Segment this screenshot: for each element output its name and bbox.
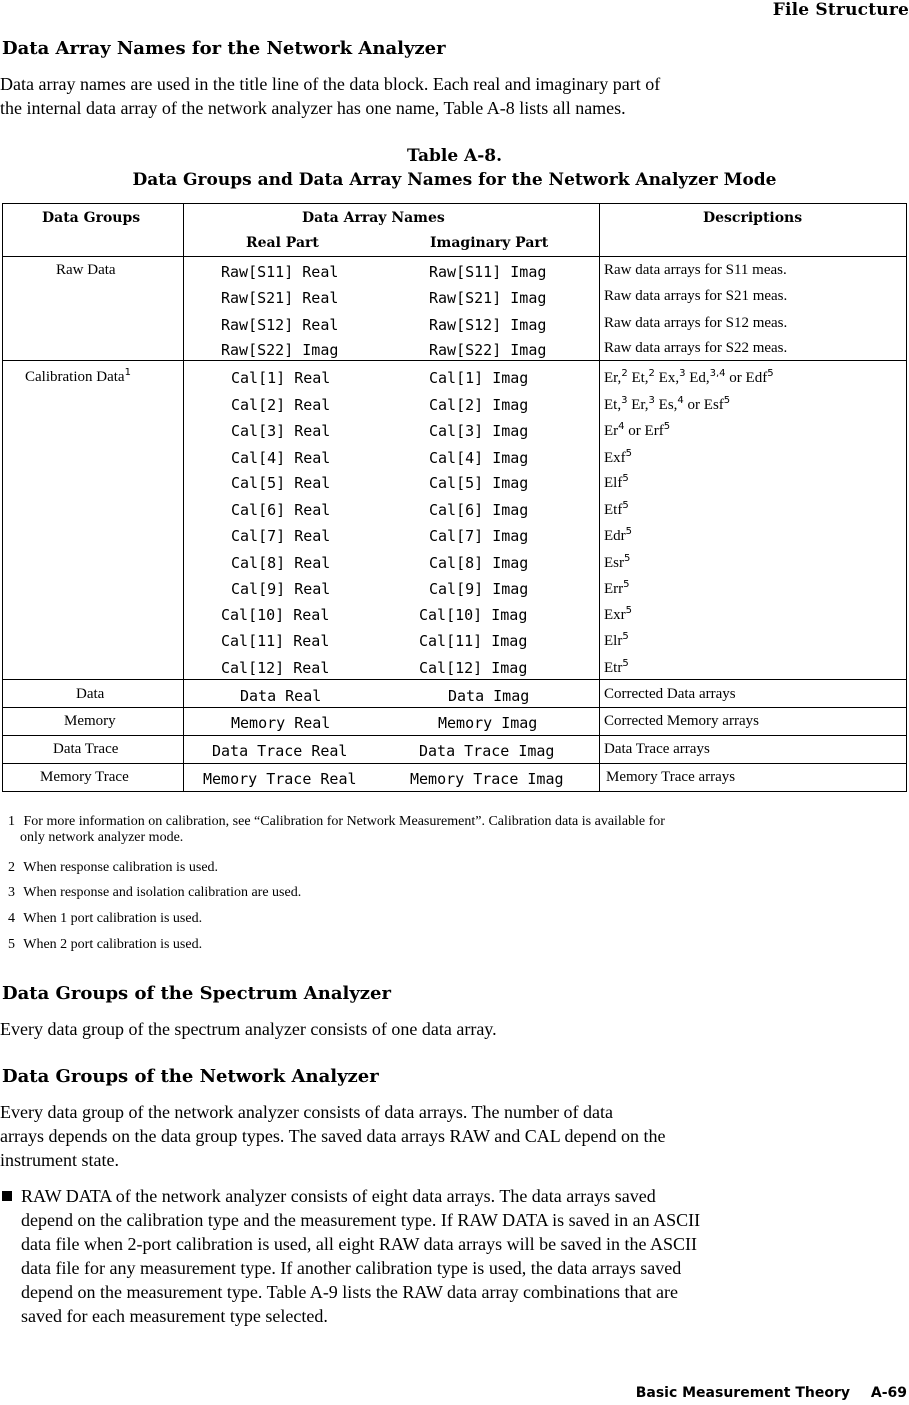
raw-real-2: Raw[S21] Real [221, 289, 339, 307]
cal-desc-1-e-sup: 5 [767, 368, 774, 379]
bullet-line-3: data file when 2-port calibration is used, all eight RAW data arrays will be saved in the ASCII [21, 1234, 698, 1254]
data-trace-real: Data Trace Real [212, 742, 348, 760]
cal-imag-2: Cal[2] Imag [429, 396, 529, 414]
memory-desc: Corrected Memory arrays [604, 713, 759, 729]
cal-desc-1-d: Ed, [685, 370, 710, 386]
bullet-square-icon [2, 1191, 12, 1201]
footnote-5 [8, 937, 888, 953]
spectrum-para: Every data group of the spectrum analyzer consists of one data array. [0, 1019, 497, 1039]
footnote-1-line2: only network analyzer mode. [20, 830, 184, 845]
cal-desc-4 [604, 448, 632, 467]
cal-real-1: Cal[1] Real [231, 369, 331, 387]
cal-desc-3 [604, 421, 670, 440]
footnote-5-text: When 2 port calibration is used. [23, 937, 203, 952]
cal-imag-6: Cal[6] Imag [429, 501, 529, 519]
cal-desc-8-a-sup: 5 [624, 553, 631, 564]
raw-desc-2: Raw data arrays for S21 meas. [604, 288, 788, 304]
table-rule-memory [2, 735, 907, 736]
cal-desc-8-a: Esr [604, 555, 624, 571]
cal-desc-3-b: or Erf [624, 423, 664, 439]
network-groups-para-line-2: arrays depends on the data group types. The saved data arrays RAW and CAL depend on the [0, 1126, 666, 1146]
cal-desc-4-a: Exf [604, 450, 626, 466]
group-data: Data [76, 686, 105, 702]
data-real: Data Real [240, 687, 322, 705]
footnote-3-text: When response and isolation calibration are used. [23, 885, 302, 900]
page-footer [620, 1385, 907, 1401]
cal-imag-4: Cal[4] Imag [429, 449, 529, 467]
header-data-groups: Data Groups [42, 210, 141, 226]
footnote-2-num: 2 [8, 860, 15, 875]
section-heading-array-names: Data Array Names for the Network Analyzer [2, 38, 446, 59]
cal-desc-9-a: Err [604, 581, 624, 597]
memory-trace-desc: Memory Trace arrays [606, 769, 736, 785]
memory-imag: Memory Imag [438, 714, 538, 732]
cal-desc-2-d: or Esf [683, 397, 724, 413]
bullet-line-6: saved for each measurement type selected. [21, 1306, 328, 1326]
cal-desc-12 [604, 658, 629, 677]
table-rule-datatrace [2, 763, 907, 764]
cal-desc-7 [604, 526, 632, 545]
group-raw-data: Raw Data [56, 262, 116, 278]
footnote-4-num: 4 [8, 911, 15, 926]
footnote-2 [8, 860, 888, 876]
bullet-line-4: data file for any measurement type. If another calibration type is used, the data arrays saved [21, 1258, 682, 1278]
cal-desc-10-a-sup: 5 [625, 605, 633, 616]
footnote-5-num: 5 [8, 937, 15, 952]
table-rule-data [2, 707, 907, 708]
raw-desc-3: Raw data arrays for S12 meas. [604, 315, 788, 331]
cal-imag-11: Cal[11] Imag [419, 632, 528, 650]
table-rule-left [2, 203, 3, 791]
cal-desc-5-a-sup: 5 [622, 473, 629, 484]
table-rule-bottom [2, 791, 907, 792]
footnote-1-line1: For more information on calibration, see “Calibration for Network Measurement”. Calibration data is available for [23, 814, 665, 829]
network-groups-para-line-3: instrument state. [0, 1150, 119, 1170]
header-imaginary-part: Imaginary Part [430, 235, 549, 251]
group-calibration-data [25, 367, 131, 386]
footnote-3-num: 3 [8, 885, 15, 900]
cal-desc-5 [604, 473, 629, 492]
footnote-ref-1: 1 [124, 367, 131, 378]
cal-imag-1: Cal[1] Imag [429, 369, 529, 387]
raw-real-1: Raw[S11] Real [221, 263, 339, 281]
memory-trace-imag: Memory Trace Imag [410, 770, 564, 788]
footnote-1 [8, 814, 888, 846]
cal-desc-3-a: Er [604, 423, 619, 439]
cal-desc-11 [604, 631, 629, 650]
header-data-array-names: Data Array Names [302, 210, 445, 226]
data-trace-desc: Data Trace arrays [604, 741, 710, 757]
cal-real-6: Cal[6] Real [231, 501, 331, 519]
raw-imag-1: Raw[S11] Imag [429, 263, 547, 281]
cal-desc-2-b: Er, [627, 397, 649, 413]
cal-imag-9: Cal[9] Imag [429, 580, 529, 598]
group-data-trace: Data Trace [53, 741, 119, 757]
bullet-line-2: depend on the calibration type and the measurement type. If RAW DATA is saved in an ASCII [21, 1210, 701, 1230]
cal-imag-12: Cal[12] Imag [419, 659, 528, 677]
section-heading-spectrum: Data Groups of the Spectrum Analyzer [2, 983, 391, 1004]
table-rule-top [2, 203, 907, 204]
cal-desc-1-c-sup: 3 [679, 368, 686, 379]
memory-real: Memory Real [231, 714, 331, 732]
cal-desc-7-a: Edr [604, 528, 626, 544]
cal-desc-2 [604, 395, 730, 414]
network-groups-para-line-1: Every data group of the network analyzer consists of data arrays. The number of data [0, 1102, 613, 1122]
bullet-line-1: RAW DATA of the network analyzer consists of eight data arrays. The data arrays saved [21, 1186, 656, 1206]
cal-imag-10: Cal[10] Imag [419, 606, 528, 624]
header-real-part: Real Part [246, 235, 319, 251]
cal-desc-7-a-sup: 5 [625, 526, 633, 537]
cal-desc-6-a: Etf [604, 502, 623, 518]
table-caption-number: Table A-8. [406, 146, 503, 166]
cal-desc-1-b: Et, [627, 370, 649, 386]
cal-desc-3-a-sup: 4 [618, 421, 625, 432]
cal-real-11: Cal[11] Real [221, 632, 330, 650]
cal-real-4: Cal[4] Real [231, 449, 331, 467]
cal-desc-1-a: Er, [604, 370, 622, 386]
cal-desc-2-a-sup: 3 [621, 395, 628, 406]
header-descriptions: Descriptions [703, 210, 803, 226]
cal-desc-9 [604, 579, 630, 598]
raw-imag-4: Raw[S22] Imag [429, 341, 547, 359]
footnote-2-text: When response calibration is used. [23, 860, 219, 875]
cal-real-12: Cal[12] Real [221, 659, 330, 677]
cal-desc-4-a-sup: 5 [625, 448, 633, 459]
data-desc: Corrected Data arrays [604, 686, 736, 702]
cal-imag-5: Cal[5] Imag [429, 474, 529, 492]
cal-real-2: Cal[2] Real [231, 396, 331, 414]
cal-imag-7: Cal[7] Imag [429, 527, 529, 545]
group-memory-trace: Memory Trace [40, 769, 129, 785]
cal-desc-10-a: Exr [604, 607, 626, 623]
cal-desc-12-a: Etr [604, 660, 623, 676]
table-rule-header [2, 256, 907, 257]
cal-desc-10 [604, 605, 632, 624]
cal-real-8: Cal[8] Real [231, 554, 331, 572]
data-trace-imag: Data Trace Imag [419, 742, 555, 760]
cal-desc-6 [604, 500, 629, 519]
footnote-4 [8, 911, 888, 927]
cal-desc-1-c: Ex, [654, 370, 680, 386]
cal-desc-1-d-sup: 3,4 [709, 368, 726, 379]
cal-desc-12-a-sup: 5 [622, 658, 629, 669]
cal-desc-9-a-sup: 5 [623, 579, 630, 590]
cal-desc-1-e: or Edf [725, 370, 768, 386]
table-caption-title: Data Groups and Data Array Names for the Network Analyzer Mode [132, 170, 777, 190]
cal-real-3: Cal[3] Real [231, 422, 331, 440]
cal-desc-2-a: Et, [604, 397, 622, 413]
raw-desc-4: Raw data arrays for S22 meas. [604, 340, 788, 356]
raw-real-4: Raw[S22] Imag [221, 341, 339, 359]
bullet-line-5: depend on the measurement type. Table A-9 lists the RAW data array combinations that are [21, 1282, 678, 1302]
cal-real-5: Cal[5] Real [231, 474, 331, 492]
table-rule-raw [2, 360, 907, 361]
cal-desc-11-a: Elr [604, 633, 623, 649]
cal-desc-11-a-sup: 5 [622, 631, 629, 642]
cal-desc-2-c: Es, [654, 397, 678, 413]
table-rule-right [906, 203, 907, 791]
cal-desc-2-b-sup: 3 [648, 395, 655, 406]
raw-desc-1: Raw data arrays for S11 meas. [604, 262, 787, 278]
table-rule-cal [2, 679, 907, 680]
cal-desc-8 [604, 553, 630, 572]
raw-real-3: Raw[S12] Real [221, 316, 339, 334]
cal-desc-3-b-sup: 5 [663, 421, 671, 432]
running-head: File Structure [772, 0, 909, 20]
raw-imag-3: Raw[S12] Imag [429, 316, 547, 334]
cal-desc-2-c-sup: 4 [677, 395, 684, 406]
group-calibration-label: Calibration Data [25, 369, 125, 385]
cal-desc-1 [604, 368, 774, 387]
cal-real-10: Cal[10] Real [221, 606, 330, 624]
cal-desc-6-a-sup: 5 [622, 500, 629, 511]
footer-page-number: A-69 [870, 1385, 907, 1401]
raw-row-divider-2 [183, 286, 184, 306]
cal-real-9: Cal[9] Real [231, 580, 331, 598]
footnote-1-num: 1 [8, 814, 15, 829]
cal-desc-2-d-sup: 5 [723, 395, 731, 406]
footnote-4-text: When 1 port calibration is used. [23, 911, 203, 926]
table-rule-col2 [599, 203, 600, 791]
cal-imag-8: Cal[8] Imag [429, 554, 529, 572]
array-names-para-line-2: the internal data array of the network analyzer has one name, Table A-8 lists all names. [0, 98, 626, 118]
cal-real-7: Cal[7] Real [231, 527, 331, 545]
raw-imag-2: Raw[S21] Imag [429, 289, 547, 307]
cal-desc-1-b-sup: 2 [648, 368, 655, 379]
data-imag: Data Imag [448, 687, 530, 705]
cal-imag-3: Cal[3] Imag [429, 422, 529, 440]
footer-title: Basic Measurement Theory [635, 1385, 850, 1401]
cal-desc-1-a-sup: 2 [621, 368, 628, 379]
memory-trace-real: Memory Trace Real [203, 770, 357, 788]
cal-desc-5-a: Elf [604, 475, 623, 491]
footnote-3 [8, 885, 888, 901]
group-memory: Memory [64, 713, 116, 729]
array-names-para-line-1: Data array names are used in the title line of the data block. Each real and imaginary part of [0, 74, 661, 94]
section-heading-network-groups: Data Groups of the Network Analyzer [2, 1066, 379, 1087]
